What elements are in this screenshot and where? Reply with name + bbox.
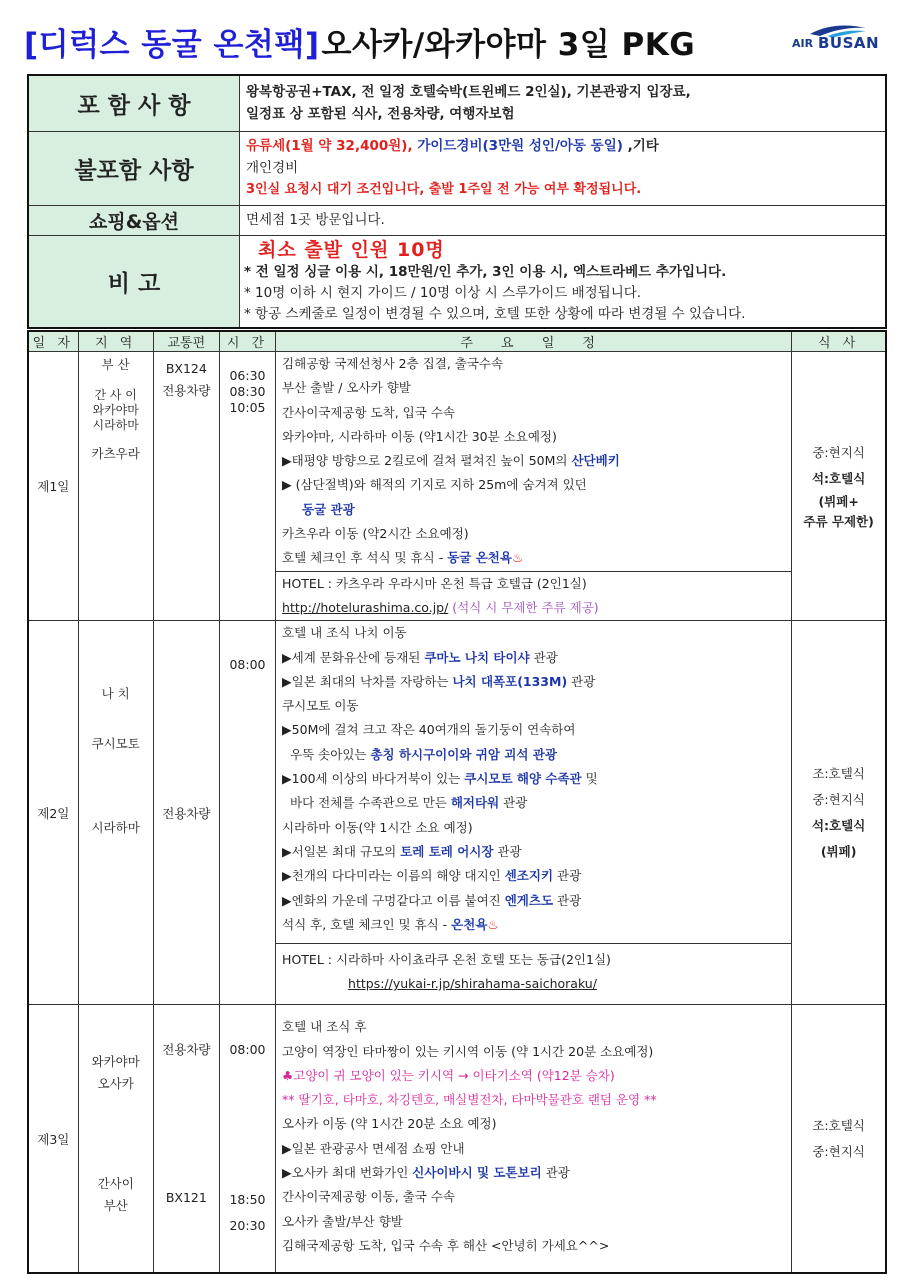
region: 간사이	[97, 1176, 134, 1192]
highlight: 나치 대폭포(133M)	[452, 673, 568, 689]
plan-text: 석식 후, 호텔 체크인 및 휴식 -	[282, 916, 452, 932]
plan-line: 카츠우라 이동 (약2시간 소요예정)	[282, 526, 469, 542]
plan-line: 오사카 출발/부산 향발	[282, 1213, 403, 1229]
day3-meals	[792, 1005, 886, 1273]
day1-row	[28, 352, 886, 621]
plan-text: 우뚝 솟아있는	[290, 746, 371, 762]
remarks-title: 최소 출발 인원 10명	[258, 238, 445, 261]
remarks-line: * 10명 이하 시 현지 가이드 / 10명 이상 시 스루가이드 배정됩니다.	[244, 284, 642, 301]
region: 와카야마	[91, 1054, 140, 1070]
highlight: 센조지키	[504, 868, 554, 884]
plan-text: ▶천개의 다다미라는 이름의 해양 대지인	[282, 868, 505, 884]
excluded-guide: 가이드경비(3만원 성인/아동 동일)	[417, 138, 623, 154]
highlight: 쿠마노 나치 타이샤	[424, 649, 530, 665]
hotel-line: HOTEL : 카츠우라 우라시마 온천 특급 호텔급 (2인1실)	[276, 571, 791, 596]
plan-text: ▶엔화의 가운데 구멍같다고 이름 붙여진	[282, 892, 505, 908]
logo-busan: BUSAN	[818, 34, 880, 52]
day1-transport	[153, 352, 219, 621]
plan-line: ♣고양이 귀 모양이 있는 키시역 → 이타기소역 (약12분 승차)	[282, 1067, 615, 1083]
region: 카츠우라	[91, 446, 140, 461]
plan-line	[282, 546, 791, 570]
meal: 석:호텔식	[811, 471, 866, 487]
plan-line: ** 딸기호, 타마호, 차깅텐호, 매실별전차, 타마박물관호 랜덤 운영 **	[282, 1092, 657, 1108]
plan-line	[282, 864, 791, 888]
plan-line: 시라하마 이동(약 1시간 소요 예정)	[282, 819, 473, 835]
time: 20:30	[229, 1218, 266, 1234]
day1-label: 제1일	[28, 352, 78, 621]
hotel-link-line	[282, 596, 791, 620]
included-line: 왕복항공권+TAX, 전 일정 호텔숙박(트윈베드 2인실), 기본관광지 입장료,	[246, 84, 691, 101]
plan-line: 김해국제공항 도착, 입국 수속 후 해산 <안녕히 가세요^^>	[282, 1237, 610, 1253]
day3-times	[219, 1005, 275, 1273]
hotel-note: (석식 시 무제한 주류 제공)	[448, 599, 599, 615]
hot-spring-icon: ♨	[487, 916, 499, 932]
highlight: 신사이바시 및 도톤보리	[412, 1165, 542, 1181]
region: 시라하마	[92, 418, 139, 432]
plan-line: 김해공항 국제선청사 2층 집결, 출국수속	[282, 356, 504, 371]
region: 나 치	[101, 686, 130, 702]
plan-line: 호텔 내 조식 나치 이동	[282, 625, 407, 641]
plan-text: 및	[581, 771, 598, 787]
plan-text: ▶태평양 방향으로 2킬로에 걸쳐 펼쳐진 높이 50M의	[282, 453, 572, 469]
time: 08:30	[229, 384, 266, 399]
excluded-line2: 개인경비	[246, 160, 299, 176]
transport: 전용차량	[162, 1042, 211, 1058]
day1-times	[219, 352, 275, 621]
day2-row	[28, 621, 886, 1005]
plan-text: ▶오사카 최대 번화가인	[282, 1165, 413, 1181]
highlight: 토레 토레 어시장	[400, 843, 494, 859]
meal: (뷔페)	[820, 843, 857, 859]
region: 오사카	[97, 1076, 134, 1092]
title-bracket: [디럭스 동굴 온천팩]	[24, 26, 320, 63]
plan-text: 호텔 체크인 후 석식 및 휴식 -	[282, 550, 448, 566]
hotel-line: HOTEL : 시라하마 사이쵸라쿠 온천 호텔 또는 동급(2인1실)	[276, 943, 791, 972]
plan-line: ▶일본 관광공사 면세점 쇼핑 안내	[282, 1140, 465, 1156]
hot-spring-icon: ♨	[511, 550, 524, 566]
day1-regions	[78, 352, 153, 621]
remarks-label: 비 고	[28, 235, 240, 328]
excluded-note: 3인실 요청시 대기 조건입니다, 출발 1주일 전 가능 여부 확정됩니다.	[246, 182, 642, 197]
highlight: 총칭 하시구이이와 귀암 괴석 관광	[370, 746, 557, 762]
plan-text: 관광	[553, 892, 582, 908]
meal: 중:현지식	[812, 791, 865, 807]
shopping-label: 쇼핑&옵션	[28, 205, 240, 235]
highlight: 동굴 관광	[302, 501, 355, 517]
header-plan: 주 요 일 정	[276, 331, 792, 352]
region: 쿠시모토	[91, 736, 140, 752]
header-meal: 식 사	[792, 331, 886, 352]
time: 06:30	[229, 368, 266, 383]
header-day: 일 자	[28, 331, 78, 352]
plan-line: 오사카 이동 (약 1시간 20분 소요 예정)	[282, 1116, 497, 1132]
plan-line: 간사이국제공항 이동, 출국 수속	[282, 1189, 455, 1205]
highlight: 엔게츠도	[504, 892, 554, 908]
page-title	[24, 18, 695, 64]
included-line: 일정표 상 포함된 식사, 전용차량, 여행자보험	[246, 106, 515, 123]
plan-text: 관광	[541, 1165, 570, 1181]
time: 10:05	[229, 400, 266, 415]
day2-regions	[78, 621, 153, 1005]
day2-time: 08:00	[219, 621, 275, 1005]
hotel-link-line	[282, 972, 791, 996]
time: 18:50	[229, 1192, 266, 1208]
excluded-etc: ,기타	[627, 138, 659, 154]
day3-label: 제3일	[28, 1005, 78, 1273]
day2-label: 제2일	[28, 621, 78, 1005]
meal: (뷔페+	[818, 494, 859, 510]
plan-line: 간사이국제공항 도착, 입국 수속	[282, 404, 455, 420]
day1-meals	[792, 352, 886, 621]
plan-text: 바다 전체를 수족관으로 만든	[290, 795, 451, 811]
excluded-value	[240, 131, 887, 205]
air-busan-logo	[786, 22, 880, 56]
plan-line	[282, 913, 791, 937]
plan-text: 관광	[529, 649, 558, 665]
plan-text: ▶일본 최대의 낙차를 자랑하는	[282, 673, 453, 689]
plan-text: ▶100세 이상의 바다거북이 있는	[282, 771, 465, 787]
meal: 주류 무제한)	[803, 514, 874, 530]
remarks-line: * 항공 스케줄로 일정이 변경될 수 있으며, 호텔 또한 상황에 따라 변경될 수 있습니다.	[244, 305, 746, 322]
plan-line: 와카야마, 시라하마 이동 (약1시간 30분 소요예정)	[282, 428, 557, 444]
meal: 중:현지식	[812, 1143, 865, 1159]
highlight: 쿠시모토 해양 수족관	[464, 771, 582, 787]
plan-line	[282, 743, 791, 767]
plan-text: 관광	[553, 868, 582, 884]
transport: 전용차량	[162, 383, 211, 398]
time: 08:00	[229, 1042, 266, 1058]
region: 부산	[103, 1198, 128, 1214]
highlight: 산단베키	[571, 453, 620, 469]
plan-line: 고양이 역장인 타마짱이 있는 키시역 이동 (약 1시간 20분 소요예정)	[282, 1043, 654, 1059]
region: 와카야마	[92, 403, 139, 417]
region: 간 사 이	[94, 388, 137, 402]
included-value	[240, 75, 887, 131]
schedule-table	[27, 330, 887, 1274]
day2-meals	[792, 621, 886, 1005]
title-main: 오사카/와카야마 3일 PKG	[321, 26, 696, 63]
remarks-line: * 전 일정 싱글 이용 시, 18만원/인 추가, 3인 이용 시, 엑스트라베드 추가입니다.	[244, 263, 727, 280]
info-table	[27, 74, 887, 329]
plan-text: ▶서일본 최대 규모의	[282, 843, 401, 859]
day3-plan	[276, 1005, 792, 1273]
highlight: 동굴 온천욕	[447, 550, 512, 566]
day1-plan	[276, 352, 792, 621]
day3-regions	[78, 1005, 153, 1273]
transport: BX121	[165, 1190, 207, 1206]
plan-line	[282, 646, 791, 670]
plan-line: 쿠시모토 이동	[282, 698, 359, 714]
day3-row	[28, 1005, 886, 1273]
plan-text: 관광	[567, 673, 596, 689]
plan-line: ▶ (삼단절벽)와 해적의 기지로 지하 25m에 숨겨져 있던	[282, 477, 587, 493]
plan-line	[282, 767, 791, 791]
header-time: 시 간	[219, 331, 275, 352]
shopping-value: 면세점 1곳 방문입니다.	[240, 205, 887, 235]
header-transport: 교통편	[153, 331, 219, 352]
plan-text: ▶세계 문화유산에 등재된	[282, 649, 425, 665]
day2-plan	[276, 621, 792, 1005]
meal: 조:호텔식	[812, 765, 865, 781]
included-label: 포 함 사 항	[28, 75, 240, 131]
plan-line	[282, 840, 791, 864]
plan-line	[282, 449, 791, 473]
plan-line	[282, 889, 791, 913]
plan-line	[282, 670, 791, 694]
region: 부 산	[101, 357, 130, 372]
hotel-link[interactable]: https://yukai-r.jp/shirahama-saichoraku/	[348, 976, 597, 992]
highlight: 해저타워	[450, 795, 500, 811]
excluded-fuel: 유류세(1월 약 32,400원),	[246, 138, 413, 154]
plan-line: 호텔 내 조식 후	[282, 1019, 367, 1035]
day2-transport: 전용차량	[153, 621, 219, 1005]
meal: 석:호텔식	[811, 817, 866, 833]
plan-text: 관광	[499, 795, 528, 811]
plan-line	[282, 1161, 791, 1185]
remarks-value	[240, 235, 887, 328]
meal: 중:현지식	[812, 445, 865, 461]
plan-line	[282, 791, 791, 815]
day3-transport	[153, 1005, 219, 1273]
region: 시라하마	[91, 820, 140, 836]
hotel-link[interactable]: http://hotelurashima.co.jp/	[282, 599, 449, 615]
meal: 조:호텔식	[812, 1117, 865, 1133]
transport: BX124	[165, 361, 207, 376]
excluded-label: 불포함 사항	[28, 131, 240, 205]
header-region: 지 역	[78, 331, 153, 352]
plan-text: 관광	[493, 843, 522, 859]
logo-air: AIR	[792, 37, 814, 50]
plan-line: ▶50M에 걸쳐 크고 작은 40여개의 돌기둥이 연속하여	[282, 722, 576, 738]
plan-line: 부산 출발 / 오사카 향발	[282, 380, 411, 396]
highlight: 온천욕	[451, 916, 488, 932]
